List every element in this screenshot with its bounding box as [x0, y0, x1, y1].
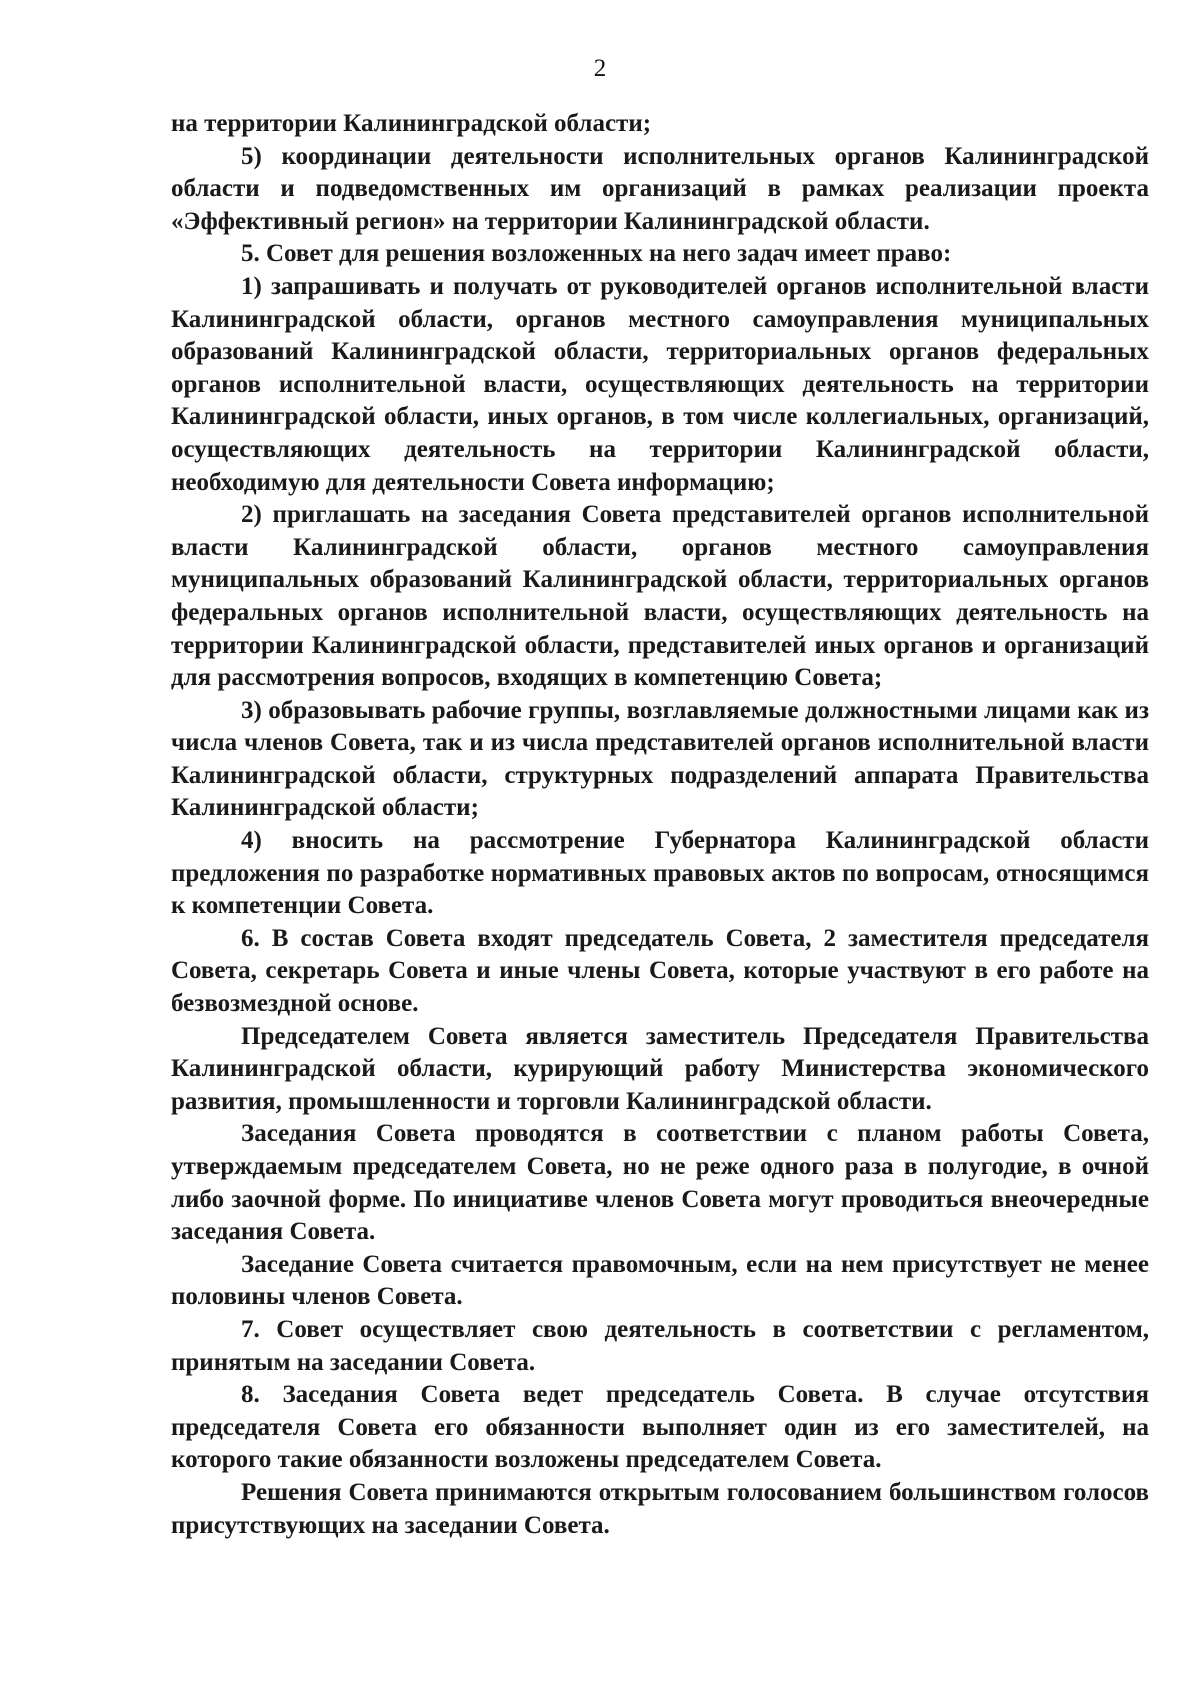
paragraph-right-3: 3) образовывать рабочие группы, возглавляемые должностными лицами как из числа членов Совета, так и из числа представителей органов исполнительной власти Калининградской области, структурных подразделений аппарата Правительства Калининградской области;: [171, 696, 1149, 822]
paragraph-right-4: 4) вносить на рассмотрение Губернатора Калининградской области предложения по разработке нормативных правовых актов по вопросам, относящимся к компетенции Совета.: [171, 827, 1149, 920]
paragraph-section-5: 5. Совет для решения возложенных на него задач имеет право:: [241, 240, 952, 268]
paragraph-right-1: 1) запрашивать и получать от руководителей органов исполнительной власти Калининградской области, органов местного самоуправления муниципальных образований Калининградской области, территориальных органов федеральных органов исполнительной власти, осуществляющих деятельность на территории Калининградской области, иных органов, в том числе коллегиальных, организаций, осуществляющих деятельность на территории Калининградской области, необходимую для деятельности Совета информацию;: [171, 272, 1149, 496]
paragraph-right-2: 2) приглашать на заседания Совета представителей органов исполнительной власти Калининградской области, органов местного самоуправления муниципальных образований Калининградской области, территориальных органов федеральных органов исполнительной власти, осуществляющих деятельность на территории Калининградской области, представителей иных органов и организаций для рассмотрения вопросов, входящих в компетенцию Совета;: [171, 501, 1149, 692]
paragraph-section-6: 6. В состав Совета входят председатель Совета, 2 заместителя председателя Совета, секретарь Совета и иные члены Совета, которые участвуют в его работе на безвозмездной основе.: [171, 924, 1149, 1018]
paragraph-decisions: Решения Совета принимаются открытым голосованием большинством голосов присутствующих на заседании Совета.: [171, 1478, 1149, 1539]
page-number: 2: [593, 55, 607, 82]
paragraph-section-8: 8. Заседания Совета ведет председатель Совета. В случае отсутствия председателя Совета его обязанности выполняет один из его заместителей, на которого такие обязанности возложены председателем Совета.: [171, 1381, 1149, 1474]
paragraph-section-7: 7. Совет осуществляет свою деятельность в соответствии с регламентом, принятым на заседании Совета.: [171, 1315, 1149, 1376]
document-body: [171, 108, 1149, 1542]
paragraph-chairman: Председателем Совета является заместитель Председателя Правительства Калининградской области, курирующий работу Министерства экономического развития, промышленности и торговли Калининградской области.: [171, 1022, 1149, 1115]
paragraph-meetings: Заседания Совета проводятся в соответствии с планом работы Совета, утверждаемым председателем Совета, но не реже одного раза в полугодие, в очной либо заочной форме. По инициативе членов Совета могут проводиться внеочередные заседания Совета.: [171, 1120, 1149, 1246]
paragraph-quorum: Заседание Совета считается правомочным, если на нем присутствует не менее половины членов Совета.: [171, 1250, 1149, 1311]
paragraph-continuation: на территории Калининградской области;: [171, 110, 652, 137]
paragraph-item-5: 5) координации деятельности исполнительных органов Калининградской области и подведомственных им организаций в рамках реализации проекта «Эффективный регион» на территории Калининградской области.: [171, 142, 1149, 235]
